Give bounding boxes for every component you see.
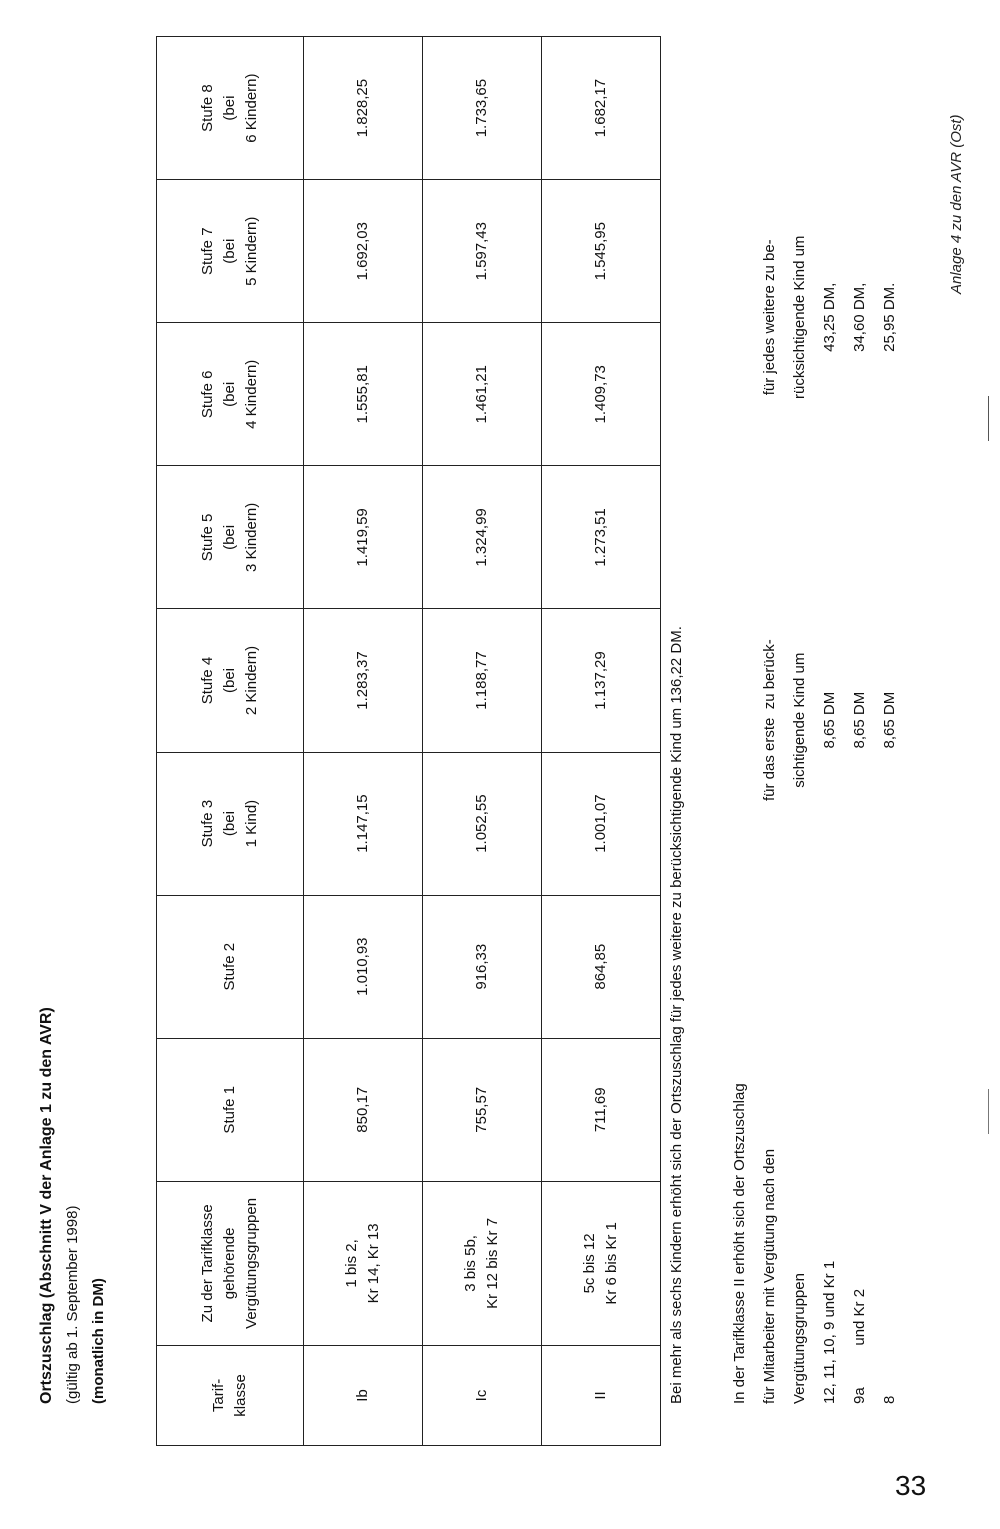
header-verguetungsgruppen: Zu der Tarifklasse gehörende Vergütungsgruppen xyxy=(157,1181,304,1345)
header-stufe-1: Stufe 1 xyxy=(157,1038,304,1181)
increase-intro-line: Vergütungsgruppen xyxy=(791,1273,808,1404)
header-stufe-4: Stufe 4 (bei 2 Kindern) xyxy=(157,609,304,752)
cell-value: 864,85 xyxy=(542,895,661,1038)
cell-value: 1.545,95 xyxy=(542,180,661,323)
header-stufe-5: Stufe 5 (bei 3 Kindern) xyxy=(157,466,304,609)
further-child-value: 34,60 DM, xyxy=(851,282,868,352)
cell-value: 1.283,37 xyxy=(304,609,423,752)
cell-tarifklasse: II xyxy=(542,1345,661,1445)
cell-value: 1.137,29 xyxy=(542,609,661,752)
cell-verguetungsgruppen: 3 bis 5b, Kr 12 bis Kr 7 xyxy=(423,1181,542,1345)
further-child-header: rücksichtigende Kind um xyxy=(791,235,808,399)
cell-value: 1.733,65 xyxy=(423,37,542,180)
cell-value: 1.273,51 xyxy=(542,466,661,609)
header-tarifklasse: Tarif- klasse xyxy=(157,1345,304,1445)
first-child-column xyxy=(755,639,905,801)
additional-children-note: Bei mehr als sechs Kindern erhöht sich der Ortszuschlag für jedes weitere zu berücksichtigende Kind um 136,22 DM. xyxy=(668,626,685,1404)
header-rule-left xyxy=(988,1089,989,1134)
increase-group: 8 xyxy=(881,1395,898,1404)
table-row xyxy=(423,37,542,1446)
header-stufe-3: Stufe 3 (bei 1 Kind) xyxy=(157,752,304,895)
increase-intro-line: In der Tarifklasse II erhöht sich der Ortszuschlag xyxy=(731,1083,748,1404)
cell-value: 1.419,59 xyxy=(304,466,423,609)
cell-value: 916,33 xyxy=(423,895,542,1038)
cell-value: 1.828,25 xyxy=(304,37,423,180)
cell-value: 1.324,99 xyxy=(423,466,542,609)
header-rule xyxy=(988,396,989,441)
further-child-header: für jedes weitere zu be- xyxy=(761,239,778,396)
running-head: Anlage 4 zu den AVR (Ost) xyxy=(948,114,965,294)
cell-value: 1.461,21 xyxy=(423,323,542,466)
cell-value: 1.188,77 xyxy=(423,609,542,752)
cell-value: 1.597,43 xyxy=(423,180,542,323)
header-stufe-8: Stufe 8 (bei 6 Kindern) xyxy=(157,37,304,180)
cell-value: 1.692,03 xyxy=(304,180,423,323)
first-child-value: 8,65 DM xyxy=(851,691,868,749)
header-stufe-6: Stufe 6 (bei 4 Kindern) xyxy=(157,323,304,466)
unit-note: (monatlich in DM) xyxy=(90,1278,107,1404)
cell-tarifklasse: Ib xyxy=(304,1345,423,1445)
increase-intro-line: für Mitarbeiter mit Vergütung nach den xyxy=(761,1148,778,1404)
cell-tarifklasse: Ic xyxy=(423,1345,542,1445)
cell-value: 711,69 xyxy=(542,1038,661,1181)
cell-verguetungsgruppen: 1 bis 2, Kr 14, Kr 13 xyxy=(304,1181,423,1345)
cell-value: 1.147,15 xyxy=(304,752,423,895)
ortszuschlag-table xyxy=(156,36,661,1446)
cell-value: 755,57 xyxy=(423,1038,542,1181)
header-stufe-2: Stufe 2 xyxy=(157,895,304,1038)
table-header-row xyxy=(157,37,304,1446)
validity-note: (gültig ab 1. September 1998) xyxy=(64,1205,81,1404)
table-row xyxy=(542,37,661,1446)
first-child-header: für das erste zu berück- xyxy=(761,639,778,801)
increase-group: 12, 11, 10, 9 und Kr 1 xyxy=(821,1260,838,1404)
cell-value: 1.682,17 xyxy=(542,37,661,180)
first-child-value: 8,65 DM xyxy=(821,691,838,749)
cell-value: 1.001,07 xyxy=(542,752,661,895)
further-child-column xyxy=(755,236,905,399)
first-child-value: 8,65 DM xyxy=(881,691,898,749)
page-number: 33 xyxy=(895,1470,927,1501)
cell-verguetungsgruppen: 5c bis 12 Kr 6 bis Kr 1 xyxy=(542,1181,661,1345)
increase-group: 9a und Kr 2 xyxy=(851,1288,868,1404)
document-title: Ortszuschlag (Abschnitt V der Anlage 1 zu den AVR) xyxy=(38,1007,55,1404)
further-child-value: 25,95 DM. xyxy=(881,282,898,352)
cell-value: 1.555,81 xyxy=(304,323,423,466)
cell-value: 1.010,93 xyxy=(304,895,423,1038)
table-row xyxy=(304,37,423,1446)
cell-value: 850,17 xyxy=(304,1038,423,1181)
header-stufe-7: Stufe 7 (bei 5 Kindern) xyxy=(157,180,304,323)
cell-value: 1.409,73 xyxy=(542,323,661,466)
cell-value: 1.052,55 xyxy=(423,752,542,895)
further-child-value: 43,25 DM, xyxy=(821,282,838,352)
increase-intro-block xyxy=(725,1083,905,1404)
first-child-header: sichtigende Kind um xyxy=(791,652,808,788)
